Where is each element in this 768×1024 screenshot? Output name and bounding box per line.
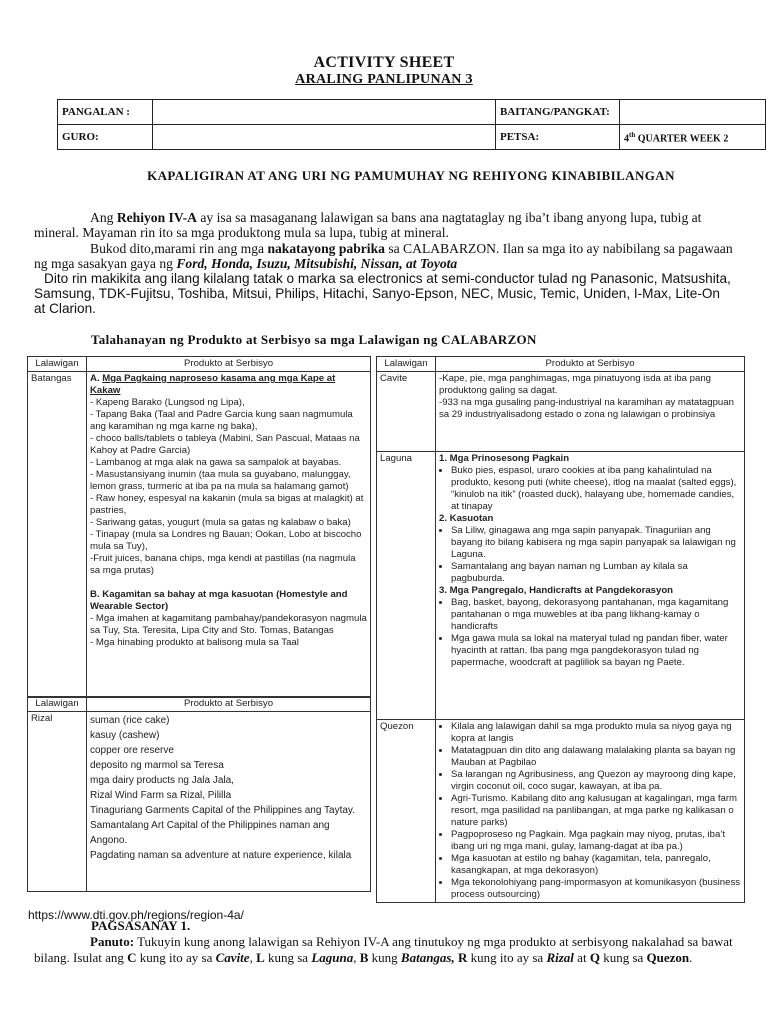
list-item: • Agri-Turismo. Kabilang dito ang kalusugan at kagalingan, mga farm resort, mga pasilidad na panlibangan, at mga parke ng kalikasan o nature parks) <box>451 793 741 829</box>
student-info-table <box>57 99 766 150</box>
province-batangas: Batangas <box>28 372 87 698</box>
list-item: • Pagpoproseso ng Pagkain. Mga pagkain may niyog, prutas, iba’t ibang uri ng mga mani, gulay, lamang-dagat at iba pa.) <box>451 829 741 853</box>
province-cavite: Cavite <box>377 372 436 452</box>
province-laguna: Laguna <box>377 452 436 720</box>
batangas-products <box>87 372 371 698</box>
batangas-a-list <box>90 397 367 577</box>
list-item: -Kape, pie, mga panghimagas, mga pinatuyong isda at iba pang produktong galing sa dagat. <box>439 373 712 396</box>
province-quezon: Quezon <box>377 720 436 903</box>
laguna-heading-3: 3. Mga Pangregalo, Handicrafts at Pangdekorasyon <box>439 585 674 596</box>
quarter-week: 4th QUARTER WEEK 2 <box>620 125 766 150</box>
baitang-field[interactable] <box>620 100 766 125</box>
col-header-produkto: Produkto at Serbisyo <box>436 357 745 372</box>
batangas-table <box>27 356 371 698</box>
batangas-b-list <box>90 613 367 649</box>
province-rizal: Rizal <box>28 712 87 892</box>
intro-paragraph-1: Ang Rehiyon IV-A ay isa sa masaganang lalawigan sa bans ana nagtataglay ng iba’t ibang anyong lupa, tubig at mineral. Mayaman rin ito sa mga produktong mula sa lupa, tubig at mineral. <box>34 210 702 240</box>
panuto-instructions: Panuto: Tukuyin kung anong lalawigan sa Rehiyon IV-A ang tinutukoy ng mga produkto at serbisyong nakalahad sa bawat bilang. Isulat ang C kung ito ay sa Cavite, L kung sa Laguna, B kung Batangas, R kung ito ay sa Rizal at Q kung sa Quezon. <box>34 934 733 965</box>
laguna-heading-2: 2. Kasuotan <box>439 513 494 524</box>
col-header-produkto: Produkto at Serbisyo <box>87 697 371 712</box>
list-item: - Mga imahen at kagamitang pambahay/pandekorasyon nagmula sa Tuy, Sta. Teresita, Lipa City and Sto. Tomas, Batangas <box>90 613 367 636</box>
list-item: - Masustansiyang inumin (taa mula sa guyabano, malunggay, lemon grass, turmeric at iba pa na mula sa halamang gamot) <box>90 469 351 492</box>
list-item: • Matatagpuan din dito ang dalawang malalaking planta sa bayan ng Mauban at Pagbilao <box>451 745 741 769</box>
list-item: - Mga hinabing produkto at balisong mula sa Taal <box>90 637 299 648</box>
quezon-list <box>439 721 741 901</box>
list-item: Rizal Wind Farm sa Rizal, Pililla <box>90 790 232 801</box>
rizal-products <box>87 712 371 892</box>
rizal-list <box>90 713 367 863</box>
quezon-products <box>436 720 745 903</box>
laguna-products <box>436 452 745 720</box>
list-item: - Tapang Baka (Taal and Padre Garcia kung saan nagmumula ang karamihan ng mga karne ng baka), <box>90 409 353 432</box>
list-item: - Sariwang gatas, yougurt (mula sa gatas ng kalabaw o baka) <box>90 517 351 528</box>
baitang-label: BAITANG/PANGKAT: <box>496 100 620 125</box>
right-products-table <box>376 356 745 903</box>
list-item: • Samantalang ang bayan naman ng Lumban ay kilala sa pagbuburda. <box>451 561 741 585</box>
list-item: • Mga gawa mula sa lokal na materyal tulad ng pandan fiber, water hyacinth at rattan. Iba pang mga pangdekorasyon tulad ng papermache, woodcraft at pagliliok sa bayan ng Paete. <box>451 633 741 669</box>
batangas-heading-a: A. Mga Pagkaing naproseso kasama ang mga Kape at Kakaw <box>90 373 336 396</box>
list-item: mga dairy products ng Jala Jala, <box>90 775 234 786</box>
guro-label: GURO: <box>58 125 153 150</box>
batangas-heading-b: B. Kagamitan sa bahay at mga kasuotan (Homestyle and Wearable Sector) <box>90 589 348 612</box>
col-header-lalawigan: Lalawigan <box>28 357 87 372</box>
list-item: • Buko pies, espasol, uraro cookies at iba pang kahalintulad na produkto, kesong puti (white cheese), itlog na maalat (salted eggs), “kinulob na itik” (roasted duck), halayang ube, homemade candies, at tinapay <box>451 465 741 513</box>
list-item: suman (rice cake) <box>90 715 170 726</box>
guro-field[interactable] <box>153 125 496 150</box>
sheet-subtitle: ARALING PANLIPUNAN 3 <box>295 72 473 87</box>
list-item: - Kapeng Barako (Lungsod ng Lipa), <box>90 397 245 408</box>
list-item: • Mga kasuotan at estilo ng bahay (kagamitan, tela, panregalo, kasangkapan, at mga dekorasyon) <box>451 853 741 877</box>
list-item: • Sa larangan ng Agribusiness, ang Quezon ay mayroong ding kape, virgin coconut oil, coco sugar, kawayan, at iba pa. <box>451 769 741 793</box>
list-item: Pagdating naman sa adventure at nature experience, kilala <box>90 850 352 861</box>
list-item: - Tinapay (mula sa Londres ng Bauan; Ookan, Lobo at biscocho mula sa Tuy), <box>90 529 362 552</box>
cavite-list <box>439 373 741 421</box>
cavite-products <box>436 372 745 452</box>
laguna-list-1 <box>439 465 741 513</box>
rizal-table <box>27 696 371 892</box>
list-item: Tinaguriang Garments Capital of the Philippines ang Taytay. <box>90 805 355 816</box>
list-item: - choco balls/tablets o tableya (Mabini, San Pascual, Mataas na Kahoy at Padre Garcia) <box>90 433 360 456</box>
col-header-produkto: Produkto at Serbisyo <box>87 357 371 372</box>
pagsasanay-title: PAGSASANAY 1. <box>91 918 191 933</box>
intro-paragraph-3: Dito rin makikita ang ilang kilalang tatak o marka sa electronics at semi-conductor tulad ng Panasonic, Matsushita, Samsung, TDK-Fujitsu, Toshiba, Mitsui, Philips, Hitachi, Sanyo-Epson, NEC, Music, Temic, Uniden, I-Max, Lite-On at Clarion. <box>34 271 731 316</box>
list-item: - Lambanog at mga alak na gawa sa sampalok at bayabas. <box>90 457 342 468</box>
list-item: • Mga tekonolohiyang pang-impormasyon at komunikasyon (business process outsourcing) <box>451 877 741 901</box>
list-item: kasuy (cashew) <box>90 730 160 741</box>
list-item: copper ore reserve <box>90 745 174 756</box>
table-title: Talahanayan ng Produkto at Serbisyo sa mga Lalawigan ng CALABARZON <box>91 332 537 347</box>
col-header-lalawigan: Lalawigan <box>377 357 436 372</box>
laguna-heading-1: 1. Mga Prinosesong Pagkain <box>439 453 570 464</box>
list-item: - Raw honey, espesyal na kakanin (mula sa bigas at malagkit) at pastries, <box>90 493 364 516</box>
list-item: • Kilala ang lalawigan dahil sa mga produkto mula sa niyog gaya ng kopra at langis <box>451 721 741 745</box>
col-header-lalawigan: Lalawigan <box>28 697 87 712</box>
list-item: Samantalang Art Capital of the Philippines naman ang Angono. <box>90 820 330 846</box>
sheet-title: ACTIVITY SHEET <box>313 54 455 71</box>
list-item: • Bag, basket, bayong, dekorasyong pantahanan, mga kagamitang pantahanan o mga muwebles at iba pang likhang-kamay o handicrafts <box>451 597 741 633</box>
list-item: -Fruit juices, banana chips, mga kendi at pastillas (na nagmula sa mga prutas) <box>90 553 356 576</box>
source-url: https://www.dti.gov.ph/regions/region-4a/ <box>28 908 244 922</box>
list-item: deposito ng marmol sa Teresa <box>90 760 224 771</box>
list-item: -933 na mga gusaling pang-industriyal na karamihan ay matatagpuan sa 29 industriyalisadong estado o zona ng lalawigan o probinsiya <box>439 397 734 420</box>
pangalan-label: PANGALAN : <box>58 100 153 125</box>
petsa-label: PETSA: <box>496 125 620 150</box>
laguna-list-2 <box>439 525 741 585</box>
laguna-list-3 <box>439 597 741 669</box>
list-item: • Sa Liliw, ginagawa ang mga sapin panyapak. Tinaguriian ang bayang ito bilang kabisera ng mga sapin panyapak sa lalawigan ng Laguna. <box>451 525 741 561</box>
intro-paragraph-2: Bukod dito,marami rin ang mga nakatayong pabrika sa CALABARZON. Ilan sa mga ito ay nabibilang sa pagawaan ng mga sasakyan gaya ng Ford, Honda, Isuzu, Mitsubishi, Nissan, at Toyota <box>34 241 733 271</box>
section-title: KAPALIGIRAN AT ANG URI NG PAMUMUHAY NG REHIYONG KINABIBILANGAN <box>147 168 675 183</box>
pangalan-field[interactable] <box>153 100 496 125</box>
